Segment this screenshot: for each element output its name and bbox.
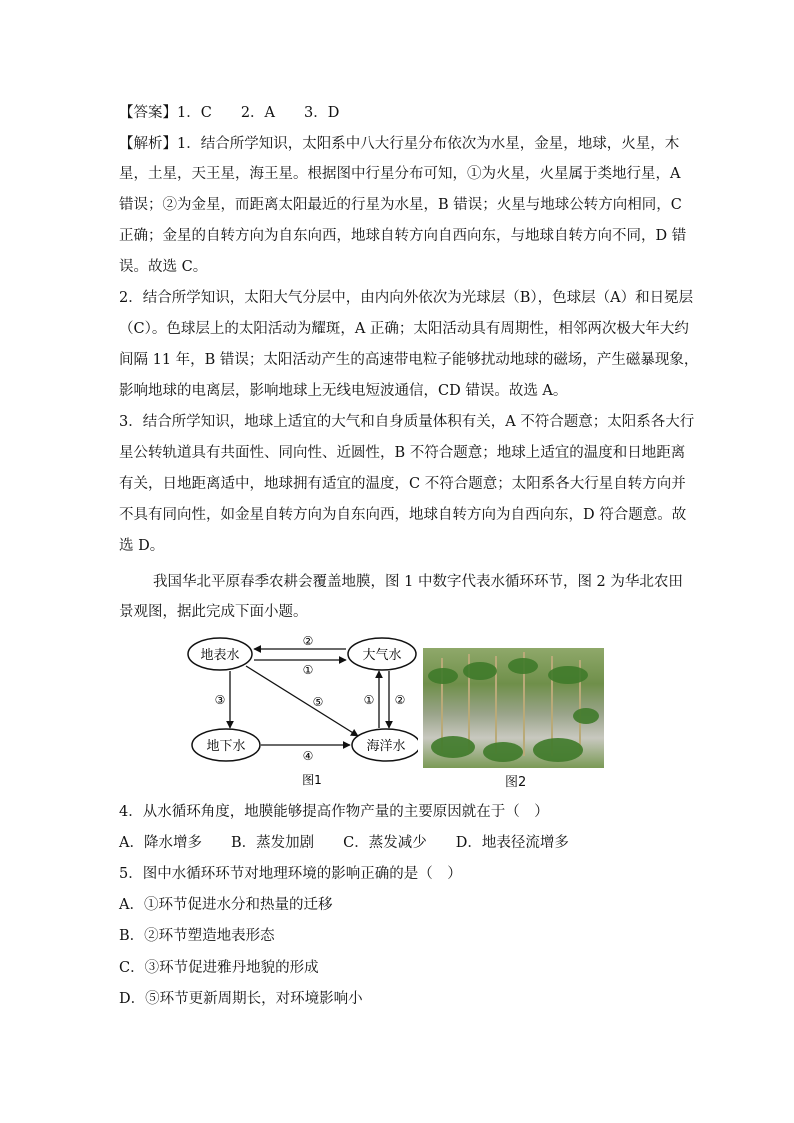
node-groundwater xyxy=(192,729,260,761)
analysis-line: 影响地球的电离层，影响地球上无线电短波通信，CD 错误。故选 A。 xyxy=(119,383,568,399)
analysis-line: 【解析】1．结合所学知识，太阳系中八大行星分布依次为水星，金星，地球，火星，木 xyxy=(119,136,680,152)
question-5-option-a: A．①环节促进水分和热量的迁移 xyxy=(119,897,333,913)
arrow-label-5: ⑤ xyxy=(312,695,324,709)
node-surface-water xyxy=(188,638,252,670)
arrow-label-2-vertical: ② xyxy=(394,693,406,707)
figure2-caption: 图2 xyxy=(505,775,527,790)
analysis-line: 不具有同向性，如金星自转方向为自东向西，地球自转方向为自西向东，D 符合题意。故 xyxy=(119,507,687,523)
analysis-line: 星，土星，天王星，海王星。根据图中行星分布可知，①为火星，火星属于类地行星，A xyxy=(119,166,681,182)
analysis-line: 错误；②为金星，而距离太阳最近的行星为水星，B 错误；火星与地球公转方向相同，C xyxy=(119,197,682,213)
analysis-line: 正确；金星的自转方向为自东向西，地球自转方向自西向东，与地球自转方向不同，D 错 xyxy=(119,228,687,244)
svg-text:大气水: 大气水 xyxy=(362,648,402,663)
svg-text:地表水: 地表水 xyxy=(200,648,240,663)
water-cycle-diagram xyxy=(186,632,418,792)
question-4: 4．从水循环角度，地膜能够提高作物产量的主要原因就在于（ ） xyxy=(119,804,549,820)
analysis-line: 选 D。 xyxy=(119,538,165,554)
question-5: 5．图中水循环环节对地理环境的影响正确的是（ ） xyxy=(119,866,462,882)
analysis-line: 2．结合所学知识，太阳大气分层中，由内向外依次为光球层（B），色球层（A）和日冕层 xyxy=(119,290,694,306)
node-ocean-water xyxy=(352,729,418,761)
node-atmospheric-water xyxy=(348,638,416,670)
analysis-line: （C）。色球层上的太阳活动为耀斑，A 正确；太阳活动具有周期性，相邻两次极大年大约 xyxy=(119,321,689,337)
answer-line: 【答案】1．C 2．A 3．D xyxy=(119,105,340,121)
intro-line: 我国华北平原春季农耕会覆盖地膜，图 1 中数字代表水循环环节，图 2 为华北农田 xyxy=(153,574,683,590)
analysis-line: 间隔 11 年，B 错误；太阳活动产生的高速带电粒子能够扰动地球的磁场，产生磁暴现象， xyxy=(119,352,699,368)
analysis-line: 3．结合所学知识，地球上适宜的大气和自身质量体积有关，A 不符合题意；太阳系各大行 xyxy=(119,414,695,430)
analysis-line: 误。故选 C。 xyxy=(119,259,208,275)
figure1-caption: 图1 xyxy=(302,773,322,787)
arrow-label-1-vertical: ① xyxy=(363,693,375,707)
farmland-photo xyxy=(423,648,604,768)
question-5-option-d: D．⑤环节更新周期长，对环境影响小 xyxy=(119,991,363,1007)
question-5-option-c: C．③环节促进雅丹地貌的形成 xyxy=(119,960,319,976)
arrow-label-1: ① xyxy=(302,663,314,677)
svg-text:地下水: 地下水 xyxy=(206,739,246,754)
intro-line: 景观图，据此完成下面小题。 xyxy=(119,604,308,620)
arrow-label-2: ② xyxy=(302,634,314,648)
svg-text:海洋水: 海洋水 xyxy=(366,739,406,754)
question-5-option-b: B．②环节塑造地表形态 xyxy=(119,928,275,944)
arrow-label-3: ③ xyxy=(214,693,226,707)
analysis-line: 星公转轨道具有共面性、同向性、近圆性，B 不符合题意；地球上适宜的温度和日地距离 xyxy=(119,445,686,461)
analysis-line: 有关，日地距离适中，地球拥有适宜的温度，C 不符合题意；太阳系各大行星自转方向并 xyxy=(119,476,686,492)
arrow-label-4: ④ xyxy=(302,749,314,763)
question-4-options: A．降水增多 B．蒸发加剧 C．蒸发减少 D．地表径流增多 xyxy=(119,835,569,851)
